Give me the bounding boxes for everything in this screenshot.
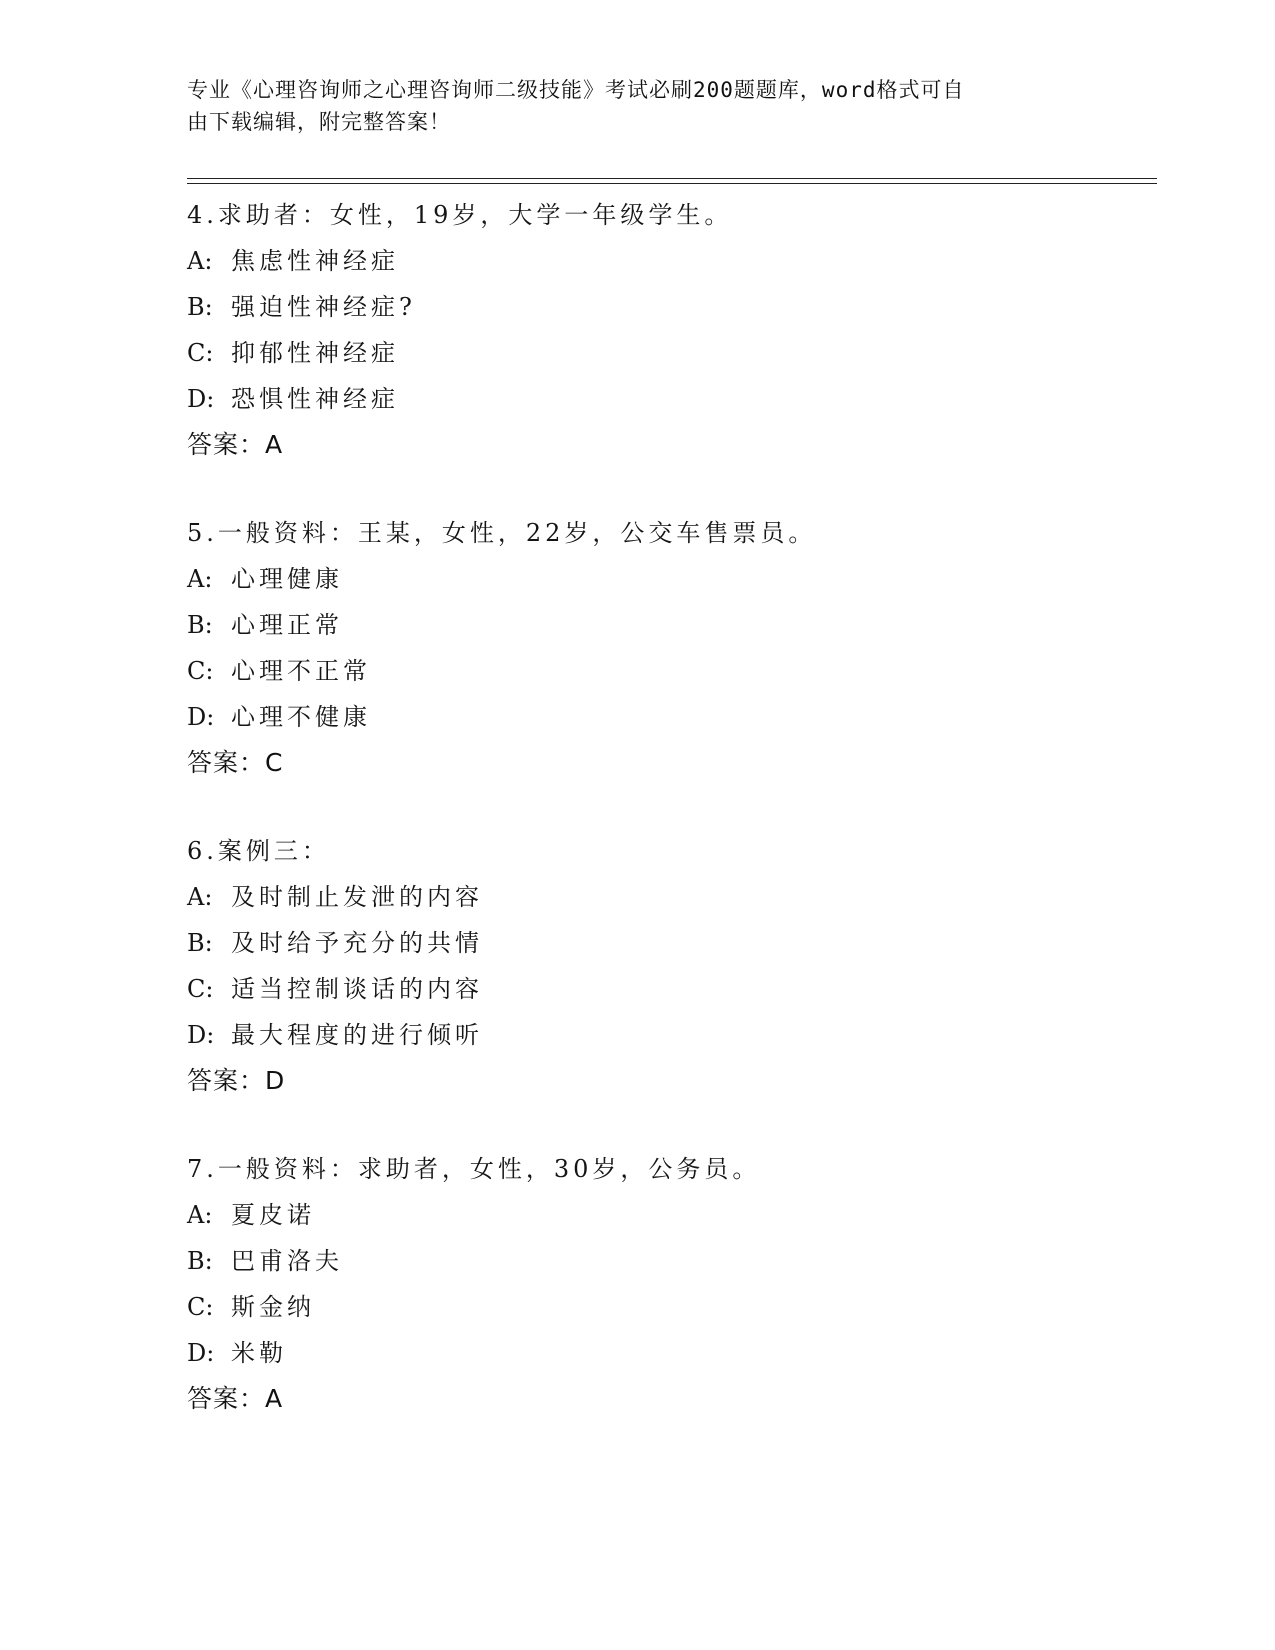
option-letter: A: [187,565,213,593]
option-d [187,376,1147,422]
option-c [187,1284,1147,1330]
option-text: 及时给予充分的共情 [231,929,483,957]
option-text: 夏皮诺 [231,1201,315,1229]
question-item [187,510,1147,786]
option-letter: A: [187,883,213,911]
option-text: 焦虑性神经症 [231,247,399,275]
option-a [187,556,1147,602]
option-a [187,874,1147,920]
option-letter: C: [187,339,214,367]
option-letter: A: [187,247,213,275]
option-text: 米勒 [231,1339,287,1367]
header-divider-bottom [187,183,1157,184]
option-d [187,694,1147,740]
answer-line: 答案：A [187,430,284,459]
option-d [187,1012,1147,1058]
option-c [187,966,1147,1012]
option-text: 心理健康 [231,565,343,593]
header-line-2: 由下载编辑，附完整答案！ [187,110,451,134]
option-letter: D: [187,1339,215,1367]
question-item [187,1146,1147,1422]
option-b [187,284,1147,330]
option-text: 心理不正常 [231,657,371,685]
option-c [187,330,1147,376]
question-item [187,828,1147,1104]
answer-line: 答案：C [187,748,284,777]
option-letter: D: [187,703,215,731]
question-stem: 4.求助者：女性，19岁，大学一年级学生。 [187,201,733,229]
option-text: 斯金纳 [231,1293,315,1321]
document-header [187,74,1077,138]
option-d [187,1330,1147,1376]
option-text: 及时制止发泄的内容 [231,883,483,911]
option-b [187,602,1147,648]
option-c [187,648,1147,694]
question-stem: 5.一般资料：王某，女性，22岁，公交车售票员。 [187,519,817,547]
option-letter: C: [187,1293,214,1321]
option-letter: A: [187,1201,213,1229]
option-text: 适当控制谈话的内容 [231,975,483,1003]
answer-line: 答案：A [187,1384,284,1413]
option-letter: B: [187,611,213,639]
option-letter: D: [187,385,215,413]
header-divider-top [187,178,1157,179]
answer-line: 答案：D [187,1066,286,1095]
question-stem: 6.案例三： [187,837,330,865]
option-letter: B: [187,293,213,321]
option-b [187,1238,1147,1284]
question-stem: 7.一般资料：求助者，女性，30岁，公务员。 [187,1155,761,1183]
option-text: 恐惧性神经症 [231,385,399,413]
option-text: 心理正常 [231,611,343,639]
option-letter: C: [187,657,214,685]
option-text: 强迫性神经症? [231,293,416,321]
option-a [187,238,1147,284]
option-text: 抑郁性神经症 [231,339,399,367]
option-a [187,1192,1147,1238]
option-letter: C: [187,975,214,1003]
header-line-1: 专业《心理咨询师之心理咨询师二级技能》考试必刷200题题库，word格式可自 [187,78,965,102]
question-item [187,192,1147,468]
question-list [187,192,1147,1464]
option-text: 心理不健康 [231,703,371,731]
option-letter: B: [187,1247,213,1275]
option-letter: D: [187,1021,215,1049]
option-b [187,920,1147,966]
option-letter: B: [187,929,213,957]
option-text: 巴甫洛夫 [231,1247,343,1275]
option-text: 最大程度的进行倾听 [231,1021,483,1049]
